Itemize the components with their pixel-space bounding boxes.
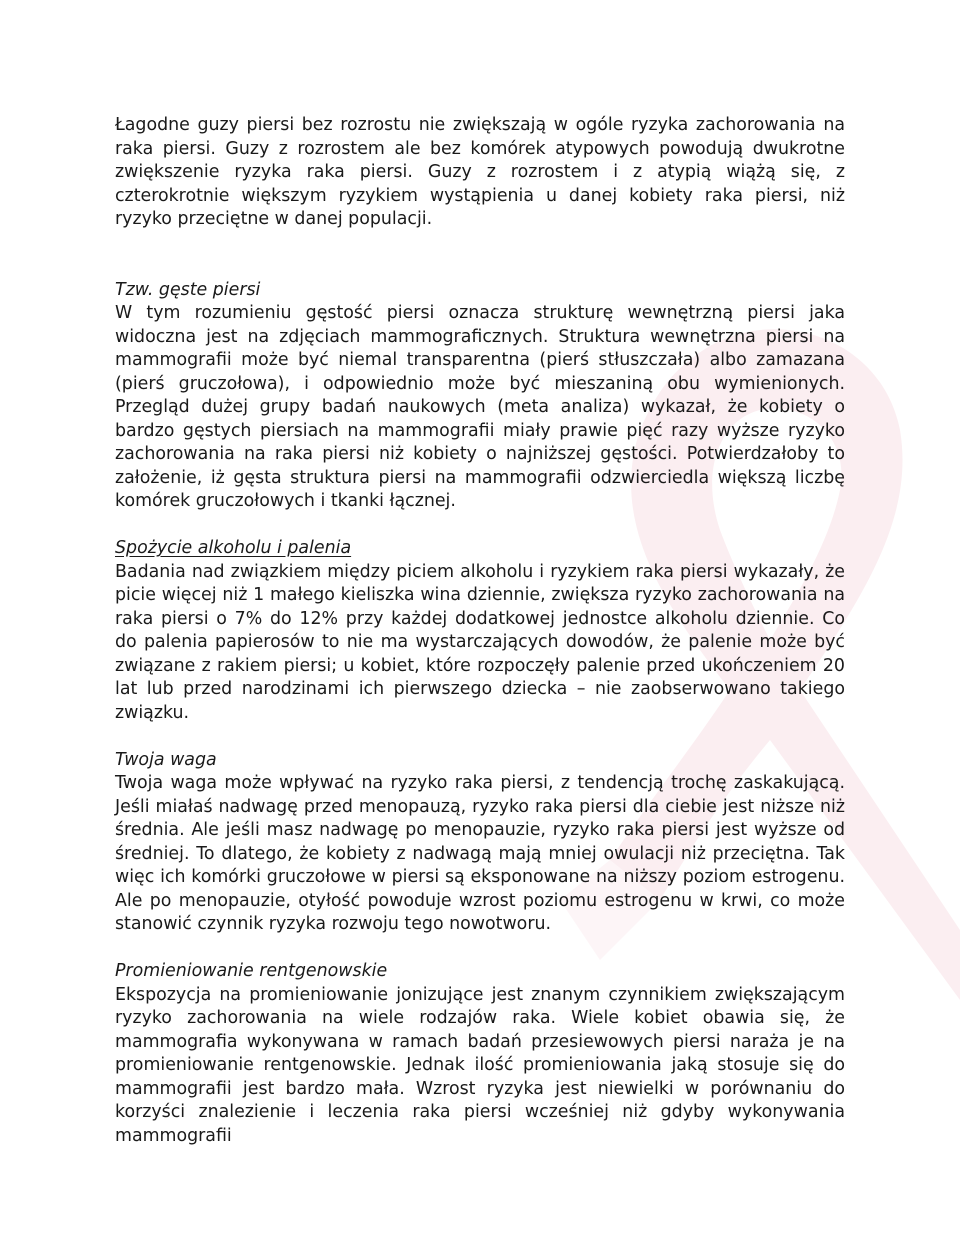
section-paragraph: Ekspozycja na promieniowanie jonizujące jest znanym czynnikiem zwiększającym ryzyko zachorowania na wiele rodzajów raka. Wiele kobiet obawia się, że mammografia wykonywana w ramach badań przesiewowych piersi naraża je na promieniowanie rentgenowskie. Jednak ilość promieniowania jaką stosuje się do mammografii jest bardzo mała. Wzrost ryzyka jest niewielki w porównaniu do korzyści znalezienie i leczenia raka piersi wcześniej niż gdyby wykonywania mammografii (115, 984, 845, 1146)
section-heading: Tzw. gęste piersi (115, 279, 261, 300)
section-alcohol-smoking (115, 537, 845, 725)
section-heading: Twoja waga (115, 749, 217, 770)
section-dense-breasts (115, 279, 845, 514)
section-paragraph: Badania nad związkiem między piciem alkoholu i ryzykiem raka piersi wykazały, że picie więcej niż 1 małego kieliszka wina dziennie, zwiększa ryzyko zachorowania na raka piersi o 7% do 12% przy każdej dodatkowej jednostce alkoholu dziennie. Co do palenia papierosów to nie ma wystarczających dowodów, że palenie może być związane z rakiem piersi; u kobiet, które rozpoczęły palenie przed ukończeniem 20 lat lub przed narodzinami ich pierwszego dziecka – nie zaobserwowano takiego związku. (115, 561, 845, 723)
section-heading: Promieniowanie rentgenowskie (115, 961, 388, 981)
intro-paragraph: Łagodne guzy piersi bez rozrostu nie zwiększają w ogóle ryzyka zachorowania na raka piersi. Guzy z rozrostem ale bez komórek atypowych powodują dwukrotne zwiększenie ryzyka raka piersi. Guzy z rozrostem i z atypią wiążą się, z czterokrotnie większym ryzykiem wystąpienia u danej kobiety raka piersi, niż ryzyko przeciętne w danej populacji. (115, 115, 845, 229)
document-body (115, 114, 845, 1172)
section-weight (115, 749, 845, 937)
section-paragraph: Twoja waga może wpływać na ryzyko raka piersi, z tendencją trochę zaskakującą. Jeśli miałaś nadwagę przed menopauzą, ryzyko raka piersi dla ciebie jest niższe niż średnia. Ale jeśli masz nadwagę po menopauzie, ryzyko raka piersi jest wyższe od średniej. To dlatego, że kobiety z nadwagą mają mniej owulacji niż przeciętna. Tak więc ich komórki gruczołowe w piersi są eksponowane na niższy poziom estrogenu. Ale po menopauzie, otyłość powoduje wzrost poziomu estrogenu w krwi, co może stanowić czynnik ryzyka rozwoju tego nowotworu. (115, 773, 845, 934)
section-radiation (115, 960, 845, 1148)
section-heading: Spożycie alkoholu i palenia (115, 538, 352, 558)
intro-block (115, 114, 845, 232)
section-paragraph: W tym rozumieniu gęstość piersi oznacza strukturę wewnętrzną piersi jaka widoczna jest na zdjęciach mammograficznych. Struktura wewnętrzna piersi na mammografii może być niemal transparentna (pierś stłuszczała) albo zamazana (pierś gruczołowa), i odpowiednio może być mieszaniną obu wymienionych. Przegląd dużej grupy badań naukowych (meta analiza) wykazał, że kobiety o bardzo gęstych piersiach na mammografii miały prawie pięć razy wyższe ryzyko zachorowania na raka piersi niż kobiety o najniższej gęstości. Potwierdzałoby to założenie, iż gęsta struktura piersi na mammografii odzwierciedla większą liczbę komórek gruczołowych i tkanki łącznej. (115, 303, 845, 511)
